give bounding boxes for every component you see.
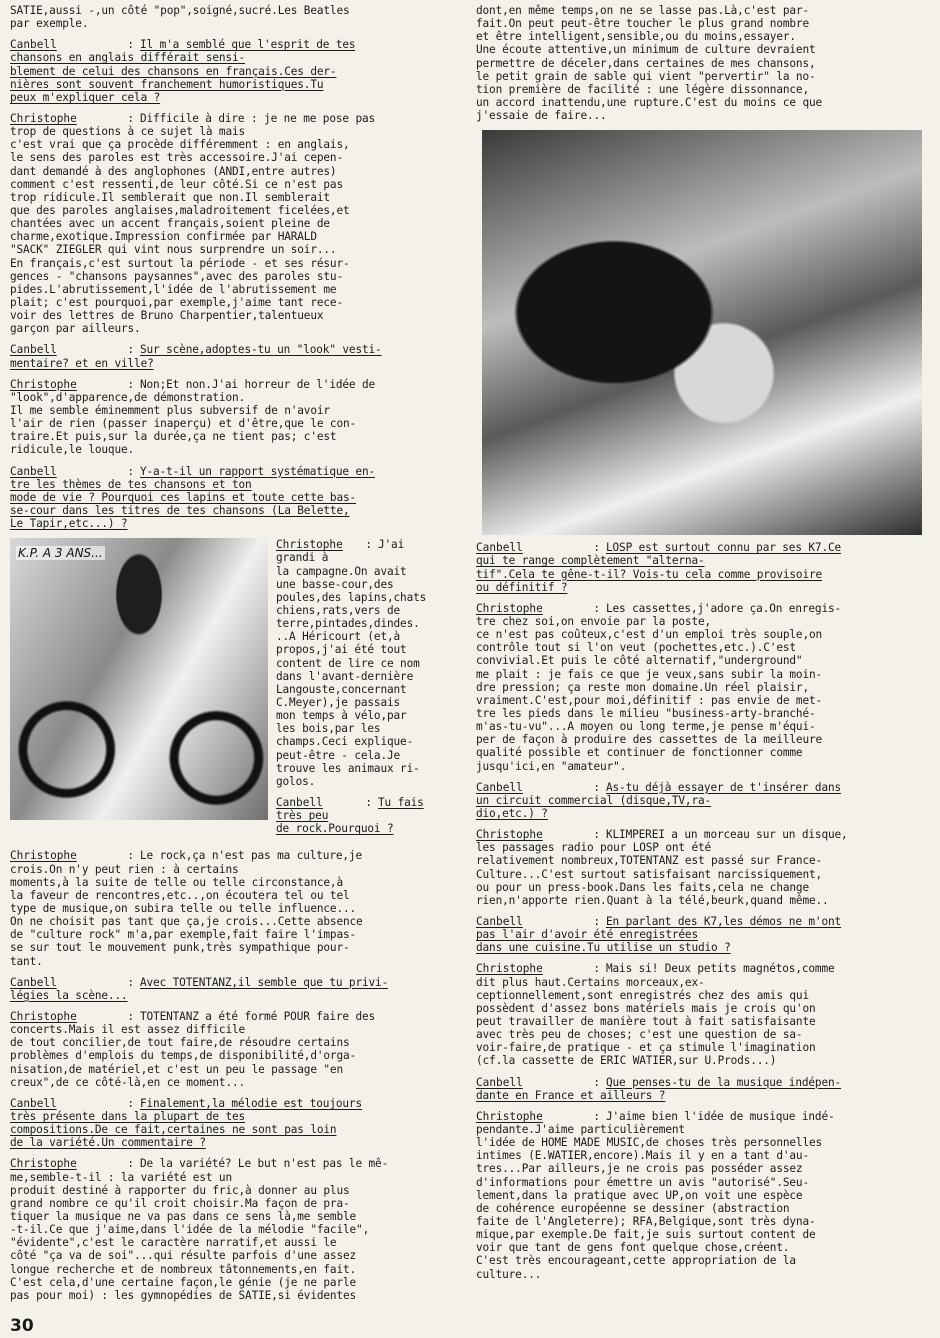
- text-line: un accord inattendu,une rupture.C'est du moins ce que: [476, 95, 823, 109]
- text-line: produit destiné à rapporter du fric,à donner au plus: [10, 1183, 350, 1197]
- text-line: SATIE,aussi -,un côté "pop",soigné,sucré.Les Beatles: [10, 4, 350, 17]
- speaker-row: [276, 796, 452, 809]
- speaker-name: Canbell :: [10, 465, 140, 478]
- speaker-row: [476, 828, 928, 841]
- text-line: type de musique,on subira telle ou telle influence...: [10, 901, 357, 915]
- answer: [476, 1110, 928, 1281]
- text-line: de rock.Pourquoi ?: [276, 822, 394, 836]
- text-line: -t-il.Ce que j'aime,dans l'idée de la mélodie "facile",: [10, 1223, 370, 1237]
- answer: [276, 538, 452, 788]
- text-line: mon temps à vélo,par: [276, 709, 407, 723]
- speaker-row: [10, 976, 452, 989]
- text-line: dre pression; ça reste mon domaine.Un réel plaisir,: [476, 680, 809, 694]
- left-column: [10, 4, 452, 1310]
- question-text: En parlant des K7,les démos ne m'ont: [606, 914, 842, 928]
- text-line: pas l'air d'avoir été enregistrées: [476, 928, 698, 942]
- speaker-row: [10, 849, 452, 862]
- speaker-row: [276, 538, 452, 551]
- text-line: creux",de ce côté-là,en ce moment...: [10, 1075, 246, 1089]
- question-text: Y-a-t-il un rapport systématique en-: [140, 464, 376, 478]
- text-line: vraiment.C'est,pour moi,définitif : pas envie de met-: [476, 693, 823, 707]
- text-line: longue recherche et de nombreux tâtonnements,en fait.: [10, 1262, 357, 1276]
- text-line: golos.: [276, 774, 316, 788]
- text-line: de tout concilier,de tout faire,de résoudre certains: [10, 1036, 350, 1050]
- speaker-row: [476, 915, 928, 928]
- text-line: se-cour dans les titres de tes chansons (La Belette,: [10, 504, 350, 517]
- text-line: tif".Cela te gêne-t-il? Vois-tu cela comme provisoire: [476, 567, 823, 581]
- text-line: compositions.De ce fait,certaines ne sont pas loin: [10, 1123, 337, 1137]
- text-line: dont,en même temps,on ne se lasse pas.Là,c'est par-: [476, 4, 809, 17]
- text-line: tre chez soi,on envoie par la poste,: [476, 615, 712, 628]
- text-line: tre les pieds dans le milieu "business-arty-branché-: [476, 706, 816, 720]
- answer-text: Les cassettes,j'adore ça.On enregis-: [606, 601, 842, 615]
- question: [476, 1076, 928, 1102]
- text-line: mentaire? et en ville?: [10, 356, 154, 370]
- text-line: trop de questions à ce sujet là mais: [10, 125, 246, 139]
- text-line: ..A Héricourt (et,à: [276, 630, 401, 644]
- text-line: convivial.Et puis le côté alternatif,"underground": [476, 654, 803, 668]
- text-line: par exemple.: [10, 17, 89, 31]
- text-line: chantées avec un accent français,soient pleine de: [10, 217, 330, 231]
- answer: [10, 849, 452, 967]
- text-line: jusqu'ici,en "amateur".: [476, 759, 627, 773]
- text-line: pendante.J'aime particulièrement: [476, 1123, 685, 1137]
- text-line: peut-être - cela.Je: [276, 748, 401, 762]
- question: [10, 1097, 452, 1150]
- text-line: Langouste,concernant: [276, 682, 407, 696]
- text-line: traire.Et puis,sur la durée,ça ne tient pas; c'est: [10, 430, 337, 444]
- text-line: Culture...C'est surtout satisfaisant narcissiquement,: [476, 867, 823, 881]
- speaker-name: Christophe :: [10, 378, 140, 391]
- question: [10, 38, 452, 104]
- speaker-row: [10, 1097, 452, 1110]
- photo-side-text: [276, 538, 452, 843]
- text-line: "évidente",c'est le caractère narratif,et aussi le: [10, 1236, 337, 1250]
- question-text: Sur scène,adoptes-tu un "look" vesti-: [140, 343, 382, 357]
- speaker-name: Canbell :: [476, 541, 606, 554]
- text-line: concerts.Mais il est assez difficile: [10, 1023, 246, 1037]
- text-line: plait; c'est pourquoi,par exemple,j'aime tant rece-: [10, 295, 343, 309]
- text-line: mode de vie ? Pourquoi ces lapins et toute cette bas-: [10, 490, 357, 504]
- text-line: chiens,rats,vers de: [276, 604, 401, 617]
- text-line: On ne choisit pas tant que ça,je crois...Cette absence: [10, 915, 363, 929]
- speaker-row: [476, 781, 928, 794]
- question: [476, 915, 928, 954]
- speaker-row: [476, 1110, 928, 1123]
- text-line: dans une cuisine.Tu utilise un studio ?: [476, 941, 731, 955]
- speaker-row: [476, 602, 928, 615]
- text-line: problèmes d'emplois du temps,de disponibilité,d'orga-: [10, 1049, 357, 1063]
- text-line: pas pour moi) : les gymnopédies de SATIE,si évidentes: [10, 1288, 357, 1302]
- speaker-row: [476, 1076, 928, 1089]
- speaker-name: Canbell :: [10, 1097, 140, 1110]
- text-line: (cf.la cassette de ERIC WATIER,sur U.Prods...): [476, 1054, 777, 1068]
- text-line: et être intelligent,sensible,ou du moins,essayer.: [476, 30, 796, 44]
- answer-text: Non;Et non.J'ai horreur de l'idée de: [140, 377, 376, 391]
- text-line: dio,etc.) ?: [476, 806, 548, 820]
- answer-text: Le rock,ça n'est pas ma culture,je: [140, 849, 362, 863]
- text-line: culture...: [476, 1267, 542, 1281]
- speaker-name: Christophe :: [276, 538, 378, 551]
- right-column: [476, 4, 928, 1289]
- text-line: intimes (E.WATIER,encore).Mais il y en a tant d'au-: [476, 1149, 809, 1163]
- text-line: m'as-tu-vu"...A moyen ou long terme,je pense m'équi-: [476, 720, 816, 734]
- page-number: 30: [10, 1316, 34, 1336]
- text-line: tion première de facilité : une légère dissonnance,: [476, 82, 809, 96]
- text-line: très présente dans la plupart de tes: [10, 1110, 246, 1123]
- question-text: Tu fais: [378, 795, 424, 809]
- text-line: les bois,par les: [276, 722, 381, 736]
- text-line: champs.Ceci explique-: [276, 735, 414, 749]
- speaker-name: Canbell :: [476, 781, 606, 794]
- text-line: voir que tant de gens font quelque chose,créent.: [476, 1241, 790, 1255]
- text-line: contrôle tout si l'on veut (pochettes,etc.).C'est: [476, 641, 796, 655]
- speaker-row: [10, 1157, 452, 1170]
- text-line: un circuit commercial (disque,TV,ra-: [476, 793, 712, 807]
- text-line: blement de celui des chansons en français.Ces der-: [10, 64, 337, 78]
- text-line: moments,à la suite de telle ou telle circonstance,à: [10, 875, 343, 889]
- text-line: C'est cela,d'une certaine façon,le génie (je ne parle: [10, 1275, 357, 1289]
- question: [476, 541, 928, 594]
- text-line: le sens des paroles est très accessoire.J'ai cepen-: [10, 151, 343, 165]
- text-line: peux m'expliquer cela ?: [10, 90, 161, 104]
- text-line: de cohérence européenne se dessiner (abstraction: [476, 1201, 790, 1215]
- question: [10, 976, 452, 1002]
- text-line: per de façon à produire des cassettes de la meilleure: [476, 733, 823, 747]
- speaker-name: Canbell :: [276, 796, 378, 809]
- text-line: l'idée de HOME MADE MUSIC,de choses très personnelles: [476, 1136, 823, 1150]
- answer: [10, 112, 452, 335]
- text-line: chansons en anglais différait sensi-: [10, 51, 246, 65]
- text-line: ridicule,le louque.: [10, 443, 135, 457]
- speaker-row: [476, 541, 928, 554]
- answer: [476, 962, 928, 1067]
- text-line: qui te range complètement "alterna-: [476, 554, 705, 568]
- text-line: nières sont souvent franchement humoristiques.Tu: [10, 77, 324, 91]
- speaker-row: [476, 962, 928, 975]
- text-line: crois.On n'y peut rien : à certains: [10, 862, 239, 876]
- photo-section: [10, 538, 452, 843]
- text-line: dante en France et ailleurs ?: [476, 1088, 666, 1102]
- text-line: permettre de déceler,dans certaines de mes chansons,: [476, 56, 816, 70]
- intro-text: [476, 4, 928, 122]
- text-line: En français,c'est surtout la période - et ses résur-: [10, 256, 350, 270]
- answer-text: Mais si! Deux petits magnétos,comme: [606, 962, 835, 976]
- text-line: me plait : je fais ce que je veux,sans subir la moin-: [476, 667, 823, 681]
- question: [476, 781, 928, 820]
- text-line: fait.On peut peut-être toucher le plus grand nombre: [476, 17, 809, 31]
- text-line: côté "ça va de soi"...qui résulte parfois d'une assez: [10, 1249, 357, 1263]
- text-line: grandi à: [276, 551, 329, 565]
- answer: [10, 1157, 452, 1302]
- text-line: tre les thèmes de tes chansons et ton: [10, 477, 252, 491]
- text-line: faite de l'Angleterre); RFA,Belgique,sont très dyna-: [476, 1215, 816, 1228]
- answer-text: Difficile à dire : je ne me pose pas: [140, 112, 376, 125]
- text-line: dans l'avant-dernière: [276, 669, 414, 683]
- text-line: ou définitif ?: [476, 580, 568, 594]
- answer: [476, 828, 928, 907]
- text-line: possèdent d'assez bons matériels mais je crois qu'on: [476, 1001, 816, 1015]
- text-line: les passages radio pour LOSP ont été: [476, 841, 712, 855]
- speaker-name: Christophe :: [476, 828, 606, 841]
- text-line: ce n'est pas coûteux,c'est d'un emploi très souple,on: [476, 628, 823, 642]
- studio-photo: [482, 130, 922, 535]
- text-line: ceptionnellement,sont enregistrés chez des amis qui: [476, 988, 809, 1002]
- text-line: Il me semble éminemment plus subversif de n'avoir: [10, 404, 330, 417]
- question-text: Finalement,la mélodie est toujours: [140, 1096, 362, 1110]
- text-line: tiquer la musique ne va pas dans ce sens là,me semble: [10, 1210, 357, 1223]
- text-line: trop ridicule.Il semblerait que non.Il semblerait: [10, 190, 330, 204]
- text-line: peut travailler de manière tout à fait satisfaisante: [476, 1015, 816, 1028]
- text-line: légies la scène...: [10, 988, 128, 1002]
- answer: [10, 378, 452, 457]
- text-line: terre,pintades,dindes.: [276, 617, 420, 631]
- question: [10, 343, 452, 369]
- question-text: Il m'a semblé que l'esprit de tes: [140, 38, 356, 52]
- text-line: mique,par exemple.De fait,je suis surtout content de: [476, 1228, 816, 1242]
- text-line: j'essaie de faire...: [476, 109, 607, 123]
- speaker-row: [10, 465, 452, 478]
- text-line: dit plus haut.Certains morceaux,ex-: [476, 975, 705, 989]
- photo-caption: K.P. A 3 ANS...: [18, 546, 103, 561]
- text-line: me,semble-t-il : la variété est un: [10, 1170, 232, 1184]
- text-line: lement,dans la pratique avec UP,on voit une espèce: [476, 1188, 803, 1202]
- question: [10, 465, 452, 531]
- text-line: tant.: [10, 954, 43, 968]
- text-line: grand nombre ce qu'il croit choisir.Ma façon de pra-: [10, 1196, 350, 1210]
- text-line: trouve les animaux ri-: [276, 761, 420, 775]
- text-line: rien,n'apporte rien.Quant à la télé,beurk,quand même..: [476, 893, 829, 907]
- answer-text: De la variété? Le but n'est pas le mê-: [140, 1157, 389, 1171]
- text-line: C'est très encourageant,cette appropriation de la: [476, 1254, 796, 1268]
- speaker-name: Christophe :: [476, 962, 606, 975]
- text-line: que des paroles anglaises,maladroitement ficelées,et: [10, 204, 350, 217]
- speaker-name: Canbell :: [10, 38, 140, 51]
- text-line: garçon par ailleurs.: [10, 322, 141, 336]
- speaker-name: Christophe :: [10, 112, 140, 125]
- text-line: voir-faire,de pratique - et ça stimule l'imagination: [476, 1041, 816, 1055]
- speaker-name: Christophe :: [10, 1010, 140, 1023]
- text-line: avec très peu de choses; c'est une question de sa-: [476, 1028, 803, 1042]
- text-line: tres...Par ailleurs,je ne crois pas posséder assez: [476, 1162, 803, 1176]
- text-line: content de lire ce nom: [276, 656, 420, 670]
- text-line: charme,exotique.Impression confirmée par HARALD: [10, 230, 317, 244]
- speaker-row: [10, 38, 452, 51]
- text-line: qualité possible et continuer de fonctionner comme: [476, 746, 803, 760]
- text-line: propos,j'ai été tout: [276, 643, 407, 657]
- text-line: se sur tout le mouvement punk,très sympathique pour-: [10, 941, 350, 955]
- speaker-row: [10, 112, 452, 125]
- text-line: "look",d'apparence,de démonstration.: [10, 390, 246, 404]
- text-line: relativement nombreux,TOTENTANZ est passé sur France-: [476, 854, 823, 868]
- text-line: "SACK" ZIEGLER qui vint nous surprendre un soir...: [10, 243, 337, 257]
- text-line: ou pour un press-book.Dans les faits,cela ne change: [476, 880, 809, 894]
- question: [276, 796, 452, 835]
- speaker-name: Christophe :: [10, 849, 140, 862]
- text-line: Le Tapir,etc...) ?: [10, 517, 128, 531]
- speaker-row: [10, 343, 452, 356]
- text-line: nisation,de matériel,et c'est un peu le passage "en: [10, 1062, 343, 1076]
- answer-text: TOTENTANZ a été formé POUR faire des: [140, 1009, 376, 1023]
- text-line: dant demandé à des anglophones (ANDI,entre autres): [10, 164, 337, 178]
- speaker-row: [10, 1010, 452, 1023]
- speaker-row: [10, 378, 452, 391]
- answer-text: J'ai: [378, 538, 405, 552]
- speaker-name: Christophe :: [476, 602, 606, 615]
- speaker-name: Canbell :: [476, 1076, 606, 1089]
- text-line: comment c'est ressenti,de leur côté.Si ce n'est pas: [10, 177, 343, 191]
- text-line: d'informations pour émettre un avis "autorisé".Seu-: [476, 1175, 809, 1189]
- text-line: la campagne.On avait: [276, 564, 407, 578]
- answer: [476, 602, 928, 773]
- text-line: C.Meyer),je passais: [276, 695, 401, 709]
- answer-text: J'aime bien l'idée de musique indé-: [606, 1109, 835, 1123]
- speaker-name: Canbell :: [10, 343, 140, 356]
- text-line: poules,des lapins,chats: [276, 590, 427, 604]
- speaker-name: Canbell :: [10, 976, 140, 989]
- speaker-name: Canbell :: [476, 915, 606, 928]
- child-bicycle-photo: [10, 538, 268, 820]
- speaker-name: Christophe :: [10, 1157, 140, 1170]
- text-line: très peu: [276, 809, 329, 823]
- question-text: As-tu déjà essayer de t'insérer dans: [606, 780, 842, 794]
- text-line: Une écoute attentive,un minimum de culture devraient: [476, 43, 816, 57]
- text-line: l'air de rien (passer inaperçu) et d'être,que le con-: [10, 417, 357, 431]
- text-line: de la variété.Un commentaire ?: [10, 1136, 206, 1150]
- text-line: pides.L'abrutissement,l'idée de l'abrutissement me: [10, 282, 337, 296]
- text-line: voir des lettres de Bruno Charpentier,talentueux: [10, 309, 324, 323]
- text-line: le petit grain de sable qui vient "pervertir" la no-: [476, 69, 816, 83]
- text-line: c'est vrai que ça procède différemment : en anglais,: [10, 138, 350, 152]
- intro-text: [10, 4, 452, 30]
- answer-text: KLIMPEREI a un morceau sur un disque,: [606, 828, 848, 842]
- text-line: une basse-cour,des: [276, 577, 394, 591]
- question-text: LOSP est surtout connu par ses K7.Ce: [606, 541, 842, 555]
- answer: [10, 1010, 452, 1089]
- question-text: Avec TOTENTANZ,il semble que tu privi-: [140, 975, 389, 989]
- speaker-name: Christophe :: [476, 1110, 606, 1123]
- question-text: Que penses-tu de la musique indépen-: [606, 1075, 842, 1089]
- text-line: de "culture rock" m'a,par exemple,fait faire l'impas-: [10, 928, 357, 942]
- text-line: la faveur de rencontres,etc..,on écoutera tel ou tel: [10, 888, 350, 902]
- text-line: gences - "chansons paysannes",avec des paroles stu-: [10, 269, 343, 283]
